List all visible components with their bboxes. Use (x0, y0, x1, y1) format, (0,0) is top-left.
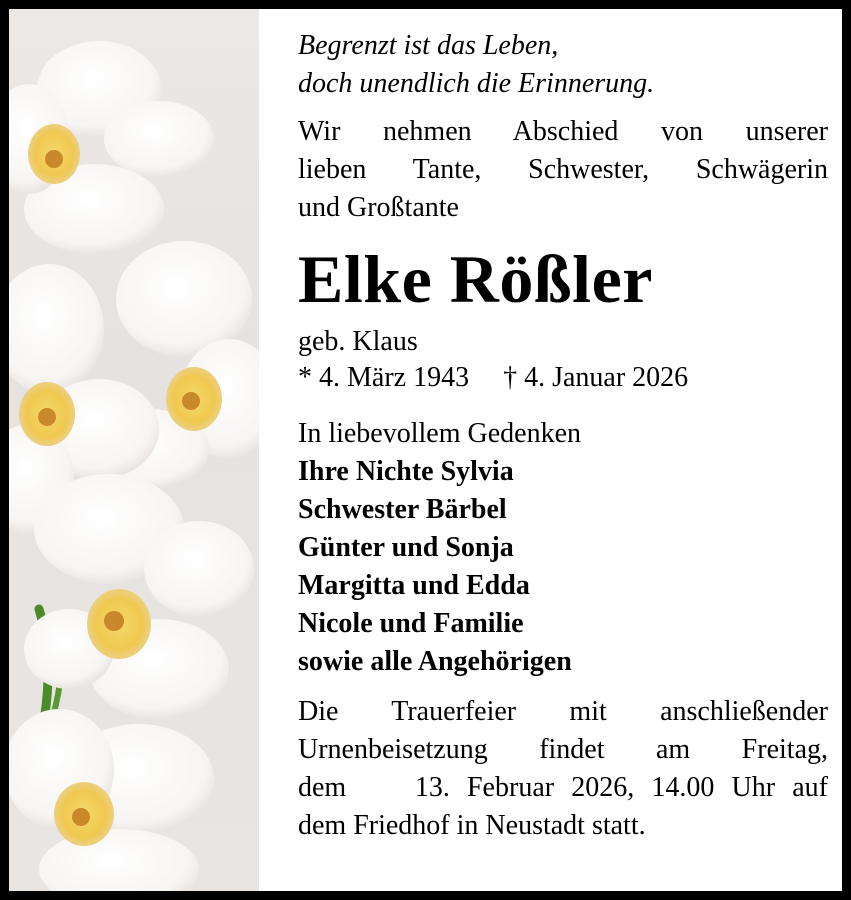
mourner-name: Günter und Sonja (298, 532, 514, 563)
motto-line-1: Begrenzt ist das Leben, (298, 30, 559, 61)
mourner-name: Ihre Nichte Sylvia (298, 456, 514, 487)
deceased-details (298, 325, 828, 397)
life-dates (298, 359, 828, 397)
intro (298, 113, 828, 227)
motto (298, 27, 828, 103)
death-date: † 4. Januar 2026 (503, 362, 689, 393)
motto-line-2: doch unendlich die Erinnerung. (298, 68, 655, 99)
notice-line-1: Die Trauerfeier mit anschließender (298, 696, 828, 727)
deceased-name: Elke Rößler (298, 241, 653, 317)
obituary-text (298, 27, 828, 845)
mourner-name: Schwester Bärbel (298, 494, 507, 525)
notice-line-2: Urnenbeisetzung findet am Freitag, (298, 734, 828, 765)
funeral-notice (298, 693, 828, 845)
mourner-name: Nicole und Familie (298, 608, 524, 639)
intro-line-1: Wir nehmen Abschied von unserer (298, 116, 828, 147)
mourners (298, 415, 828, 681)
orchid-photo (9, 9, 259, 891)
orchid-illustration (9, 9, 259, 891)
mourners-heading: In liebevollem Gedenken (298, 418, 582, 449)
intro-line-2: lieben Tante, Schwester, Schwägerin (298, 154, 828, 185)
notice-line-3: dem 13. Februar 2026, 14.00 Uhr auf (298, 772, 828, 803)
maiden-name: geb. Klaus (298, 326, 418, 357)
birth-date: * 4. März 1943 (298, 362, 470, 393)
notice-line-4: dem Friedhof in Neustadt statt. (298, 810, 646, 841)
intro-line-3: und Großtante (298, 192, 459, 223)
mourner-name: Margitta und Edda (298, 570, 530, 601)
mourner-name: sowie alle Angehörigen (298, 646, 572, 677)
